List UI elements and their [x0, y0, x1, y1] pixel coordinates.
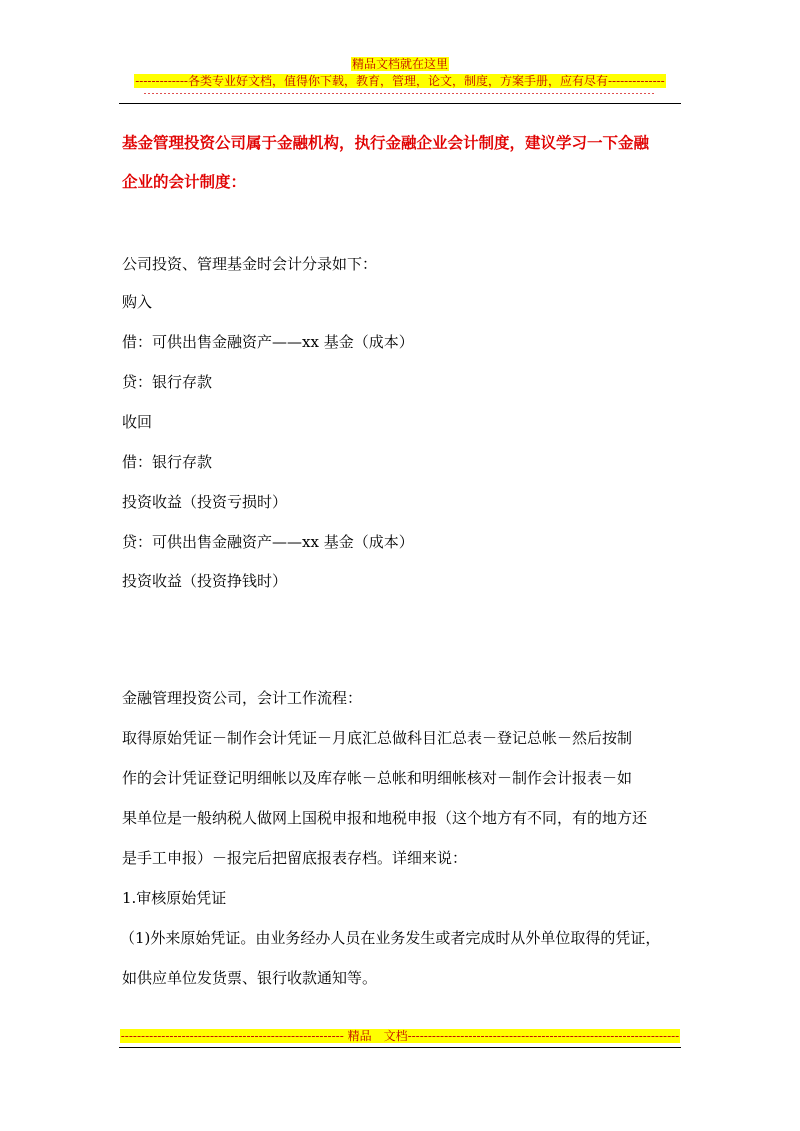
entries-recover-debit-loss: 投资收益（投资亏损时） — [122, 493, 288, 511]
header-tagline-text: -------------各类专业好文档，值得你下载，教育，管理，论文，制度，方案手册，应有尽有-------------- — [135, 74, 665, 88]
footer-banner-text: ------------------------------------------------------- 精品 文档------------------------------------------------------------------- — [120, 1029, 680, 1043]
workflow-lead: 金融管理投资公司，会计工作流程： — [122, 689, 363, 707]
entries-recover-credit-gain: 投资收益（投资挣钱时） — [122, 572, 288, 590]
header-tagline — [0, 74, 800, 89]
workflow-paragraph-line-3: 果单位是一般纳税人做网上国税申报和地税申报（这个地方有不同，有的地方还 — [122, 809, 648, 827]
header-title-text: 精品文档就在这里 — [351, 57, 448, 71]
entries-recover-debit: 借：银行存款 — [122, 453, 213, 471]
entries-buy-credit: 贷：银行存款 — [122, 373, 213, 391]
entries-lead: 公司投资、管理基金时会计分录如下： — [122, 255, 378, 273]
header-dashed-divider — [144, 91, 654, 97]
workflow-paragraph-line-1: 取得原始凭证－制作会计凭证－月底汇总做科目汇总表－登记总帐－然后按制 — [122, 729, 633, 747]
workflow-item-1-line-1: （1)外来原始凭证。由业务经办人员在业务发生或者完成时从外单位取得的凭证， — [120, 929, 661, 947]
entries-recover-label: 收回 — [122, 413, 153, 431]
workflow-item-1-title: 1.审核原始凭证 — [122, 889, 227, 907]
entries-buy-debit: 借：可供出售金融资产——xx 基金（成本） — [122, 333, 414, 351]
header-rule — [119, 103, 681, 104]
workflow-item-1-line-2: 如供应单位发货票、银行收款通知等。 — [122, 969, 378, 987]
entries-recover-credit: 贷：可供出售金融资产——xx 基金（成本） — [122, 533, 414, 551]
header-title — [0, 57, 800, 72]
workflow-paragraph-line-4: 是手工申报）－报完后把留底报表存档。详细来说： — [122, 849, 468, 867]
footer-banner — [0, 1029, 800, 1044]
intro-line-2: 企业的会计制度： — [122, 172, 247, 191]
entries-buy-label: 购入 — [122, 293, 153, 311]
intro-line-1: 基金管理投资公司属于金融机构，执行金融企业会计制度，建议学习一下金融 — [122, 133, 650, 152]
footer-rule — [119, 1047, 681, 1048]
workflow-paragraph-line-2: 作的会计凭证登记明细帐以及库存帐－总帐和明细帐核对－制作会计报表－如 — [122, 769, 633, 787]
